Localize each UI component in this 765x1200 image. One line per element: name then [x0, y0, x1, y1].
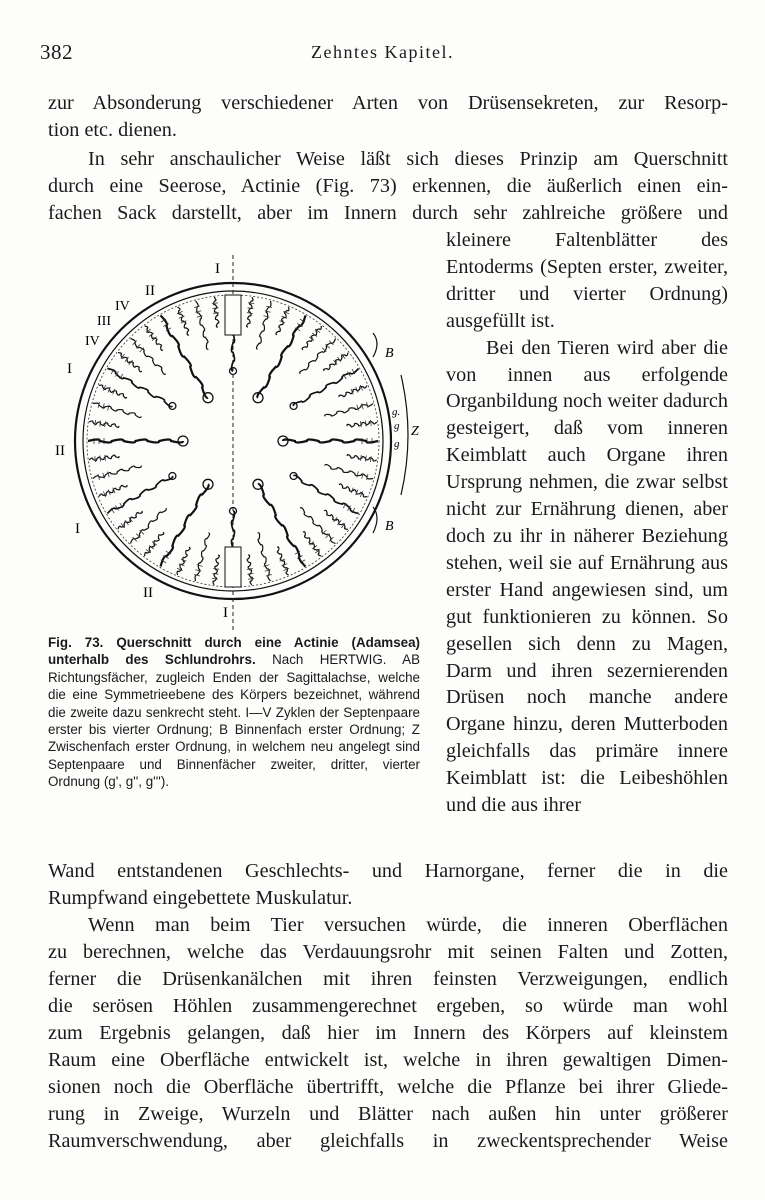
septum: [88, 440, 183, 443]
septum: [302, 326, 321, 350]
body-line: Rumpfwand eingebettete Muskulatur.: [48, 887, 353, 909]
side-column-text: [446, 227, 728, 819]
directive-chamber-bottom: [225, 547, 241, 587]
muscle-hatch: [100, 456, 101, 462]
actinia-diagram: [55, 245, 425, 630]
muscle-hatch: [248, 574, 254, 575]
muscle-hatch: [213, 313, 219, 314]
caption-body: Nach HERTWIG. AB Richtungsfächer, zugleich Enden der Sagittalachse, welche die eine Symmetrieebene des Körpers bezeichnet, während die zweite dazu senkrecht steht. I—V Zyklen der Septenpaare erster bis vierter Ordnung; B Binnenfach erster Ordnung; Z Zwischenfach erster Ordnung, in welchem neu angelegt sind Septenpaare und Binnenfächer zweiter, dritter, vierter Ordnung (g', g'', g''').: [48, 652, 420, 790]
septum: [256, 301, 270, 349]
septum: [277, 547, 289, 575]
label-bottom-A: I: [223, 605, 228, 621]
muscle-hatch: [283, 568, 289, 570]
label-B-upper: B: [385, 346, 394, 361]
muscle-hatch: [212, 303, 218, 304]
septum: [347, 421, 377, 426]
label-cycle-II-top: II: [145, 283, 155, 299]
body-line: zur Absonderung verschiedener Arten von Drüsensekreten, zur Resorp-: [48, 92, 728, 114]
side-paragraph: Bei den Tieren wird aber die von innen aus erfolgende Organbildung noch weiter dadurch gesteigert, daß vom inneren Keimblatt auch Organe ihren Ursprung nehmen, die zwar selbst nicht zur Ernährung dienen, aber doch zu ihr in näherer Beziehung stehen, weil sie auf Ernährung aus erster Hand angewiesen sind, um gut funktionieren zu können. So gesellen sich denn zu Magen, Darm und ihren sezernierenden Drüsen noch manche andere Organe hinzu, deren Mutterboden gleichfalls das primäre innere Keimblatt ist: die Leibeshöhlen und die aus ihrer: [446, 336, 728, 817]
muscle-hatch: [248, 578, 254, 579]
septum: [178, 307, 190, 335]
muscle-hatch: [213, 569, 219, 570]
septum: [118, 353, 142, 372]
body-line: sionen noch die Oberfläche übertrifft, welche die Pflanze bei ihrer Gliede-: [48, 1076, 728, 1098]
septum: [339, 484, 367, 497]
septum: [258, 533, 271, 581]
label-top-A: I: [215, 261, 220, 277]
muscle-hatch: [105, 421, 106, 427]
body-line: zum Ergebnis gelangen, daß hier im Innern des Körpers auf kleinstem: [48, 1022, 728, 1044]
muscle-hatch: [247, 313, 253, 314]
septum: [325, 404, 373, 417]
septum: [99, 485, 127, 497]
septum: [177, 547, 190, 575]
label-cycle-II-left: II: [55, 443, 65, 459]
label-cycle-II-bottom: II: [143, 585, 153, 601]
side-paragraph: kleinere Faltenblätter des Entoderms (Septen erster, zweiter, dritter und vierter Ordnung) ausgefüllt ist.: [446, 229, 728, 332]
page-header: [40, 40, 725, 70]
septum: [300, 508, 335, 544]
septum: [213, 297, 218, 327]
page-number: 382: [40, 40, 73, 64]
directive-chamber-top: [225, 295, 241, 335]
muscle-hatch: [361, 421, 362, 427]
muscle-hatch: [95, 456, 96, 462]
muscle-hatch: [197, 565, 203, 567]
septum: [89, 455, 119, 460]
label-cycle-I-lower: I: [75, 521, 80, 537]
muscle-hatch: [264, 316, 270, 318]
body-line: zu berechnen, welche das Verdauungsrohr mit seinen Falten und Zotten,: [48, 941, 728, 963]
muscle-hatch: [370, 420, 371, 426]
septum: [99, 385, 127, 398]
body-line: rung in Zweige, Wurzeln und Blätter nach außen hin unter größerer: [48, 1103, 728, 1125]
septum: [196, 301, 209, 349]
muscle-hatch: [247, 569, 253, 570]
septum: [131, 508, 167, 543]
muscle-hatch: [177, 311, 183, 313]
septum: [324, 510, 348, 529]
septum: [213, 555, 219, 585]
muscle-hatch: [357, 472, 359, 478]
running-head: Zehntes Kapitel.: [311, 42, 454, 62]
septum: [276, 307, 289, 335]
muscle-hatch: [366, 421, 367, 427]
body-line: Raumverschwendung, aber gleichfalls in zweckentsprechender Weise: [48, 1130, 728, 1152]
body-line: In sehr anschaulicher Weise läßt sich dieses Prinzip am Querschnitt: [88, 148, 728, 170]
label-B-lower: B: [385, 519, 394, 534]
septum: [247, 297, 253, 327]
septum: [145, 532, 164, 556]
actinia-cross-section-figure: [55, 245, 425, 630]
label-Z: Z: [411, 424, 419, 439]
figure-caption: [48, 634, 420, 791]
muscle-hatch: [105, 455, 106, 461]
septum: [300, 339, 336, 374]
body-line: die serösen Höhlen zusammengerechnet ergeben, so würde man wohl: [48, 995, 728, 1017]
body-line: tion etc. dienen.: [48, 119, 177, 141]
caption-title: Fig. 73. Querschnitt durch eine Actinie (Adamsea) unterhalb des Schlundrohrs.: [48, 635, 420, 668]
septum: [93, 466, 141, 479]
label-cycle-IV-top: IV: [115, 299, 130, 314]
septum: [118, 511, 142, 529]
body-line: Wenn man beim Tier versuchen würde, die inneren Oberflächen: [88, 914, 728, 936]
septum: [325, 464, 373, 478]
body-line: Wand entstandenen Geschlechts- und Harnorgane, ferner die in die: [48, 860, 728, 882]
body-line: durch eine Seerose, Actinie (Fig. 73) erkennen, die äußerlich einen ein-: [48, 175, 728, 197]
septum: [93, 403, 141, 417]
body-line: ferner die Drüsenkanälchen mit ihren feinsten Verzweigungen, endlich: [48, 968, 728, 990]
bracket-Z: [401, 375, 408, 495]
septum: [145, 326, 163, 350]
septum: [303, 532, 321, 556]
septum: [89, 421, 119, 427]
label-cycle-III: III: [97, 314, 111, 329]
muscle-hatch: [360, 385, 362, 391]
septum: [247, 555, 252, 585]
septum: [283, 440, 378, 443]
muscle-hatch: [213, 308, 219, 309]
label-g3: g: [394, 438, 400, 450]
bracket-B-upper: [373, 333, 377, 357]
label-g1: g.: [392, 406, 401, 418]
septum: [195, 533, 209, 581]
septum: [131, 339, 166, 375]
label-g2: g: [394, 420, 400, 432]
muscle-hatch: [108, 405, 110, 411]
label-cycle-IV-left: IV: [85, 334, 100, 349]
body-line: Raum eine Oberfläche entwickelt ist, welche in ihren gewaltigen Dimen-: [48, 1049, 728, 1071]
muscle-hatch: [103, 491, 105, 497]
septum: [339, 386, 367, 398]
body-line: fachen Sack darstellt, aber im Innern durch sehr zahlreiche größere und: [48, 202, 728, 224]
label-cycle-I-left: I: [67, 361, 72, 377]
muscle-hatch: [361, 455, 362, 461]
septum: [324, 353, 348, 371]
septum: [347, 455, 377, 461]
